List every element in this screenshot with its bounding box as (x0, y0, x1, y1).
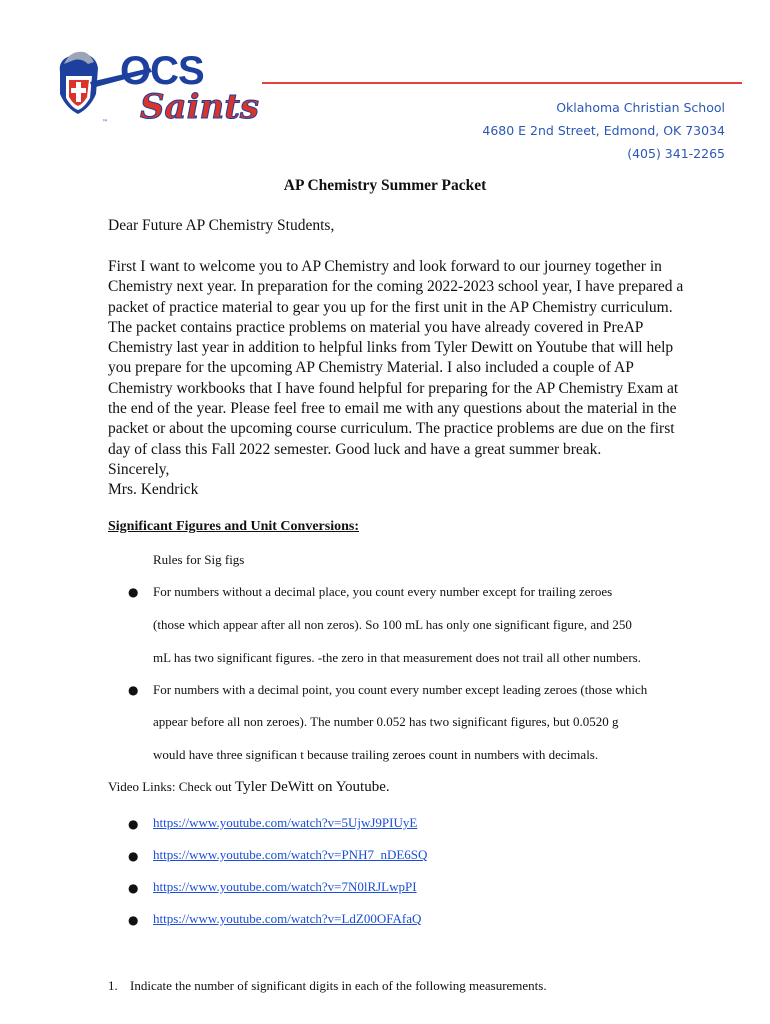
youtube-link[interactable]: https://www.youtube.com/watch?v=7N0lRJLwpPI (153, 879, 417, 894)
bullet-icon: ● (128, 817, 139, 831)
bullet-icon: ● (128, 913, 139, 927)
header-rule (262, 82, 742, 84)
school-logo (50, 42, 270, 130)
closing-sincerely: Sincerely, (108, 460, 170, 478)
logo-saints-text: Saints (140, 87, 260, 127)
section-heading: Significant Figures and Unit Conversions: (108, 519, 359, 534)
question-number: 1. (108, 978, 118, 993)
ocs-saints-logo-graphic (50, 42, 270, 130)
school-street: 4680 E 2nd Street, Edmond, OK 73034 (482, 123, 725, 138)
intro-line: The packet contains practice problems on material you have already covered in PreAP (108, 318, 644, 336)
intro-line: the end of the year. Please feel free to email me with any questions about the material in the (108, 400, 677, 418)
bullet-icon: ● (128, 585, 139, 599)
bullet-icon: ● (128, 683, 139, 697)
video-links-label (108, 779, 390, 796)
intro-letter (108, 257, 740, 501)
school-name: Oklahoma Christian School (556, 100, 725, 115)
svg-text:™: ™ (102, 119, 108, 126)
question-text: Indicate the number of significant digits in each of the following measurements. (130, 978, 547, 993)
rule2-line: For numbers with a decimal point, you count every number except leading zeroes (those which (153, 682, 648, 697)
intro-line: day of class this Fall 2022 semester. Good luck and have a great summer break. (108, 440, 602, 458)
rule1-line: (those which appear after all non zeros). So 100 mL has only one significant figure, and 250 (153, 617, 632, 632)
rule1-line: For numbers without a decimal place, you count every number except for trailing zeroes (153, 584, 613, 599)
youtube-link[interactable]: https://www.youtube.com/watch?v=PNH7_nDE6SQ (153, 847, 428, 862)
intro-line: First I want to welcome you to AP Chemistry and look forward to our journey together in (108, 258, 662, 275)
intro-line: Chemistry last year in addition to helpful links from Tyler Dewitt on Youtube that will help (108, 339, 674, 357)
school-phone: (405) 341-2265 (627, 146, 725, 161)
salutation: Dear Future AP Chemistry Students, (108, 217, 335, 234)
bullet-icon: ● (128, 849, 139, 863)
intro-line: packet of practice material to gear you up for the first unit in the AP Chemistry curriculum. (108, 298, 673, 316)
youtube-link[interactable]: https://www.youtube.com/watch?v=5UjwJ9PIUyE (153, 815, 418, 830)
rule2-line: appear before all non zeroes). The number 0.052 has two significant figures, but 0.0520 g (153, 714, 619, 729)
page-title: AP Chemistry Summer Packet (283, 177, 487, 194)
youtube-link[interactable]: https://www.youtube.com/watch?v=LdZ00OFAfaQ (153, 911, 422, 926)
intro-line: Chemistry workbooks that I have found helpful for preparing for the AP Chemistry Exam at (108, 379, 679, 397)
video-links-channel: Tyler DeWitt on Youtube. (235, 779, 390, 795)
intro-line: you prepare for the upcoming AP Chemistry Material. I also included a couple of AP (108, 359, 634, 377)
rule2-line: would have three significan t because trailing zeroes count in numbers with decimals. (153, 747, 599, 762)
video-links-prefix: Video Links: Check out (108, 779, 236, 794)
bullet-icon: ● (128, 881, 139, 895)
intro-line: Chemistry next year. In preparation for the coming 2022-2023 school year, I have prepared a (108, 278, 684, 296)
intro-line: packet or about the upcoming course curriculum. The practice problems are due on the first (108, 420, 675, 438)
closing-signature: Mrs. Kendrick (108, 481, 199, 499)
question-1 (108, 978, 547, 994)
logo-ocs-text: OCS (120, 49, 204, 93)
rule1-line: mL has two significant figures. -the zero in that measurement does not trail all other numbers. (153, 650, 641, 665)
rules-label: Rules for Sig figs (153, 552, 245, 567)
